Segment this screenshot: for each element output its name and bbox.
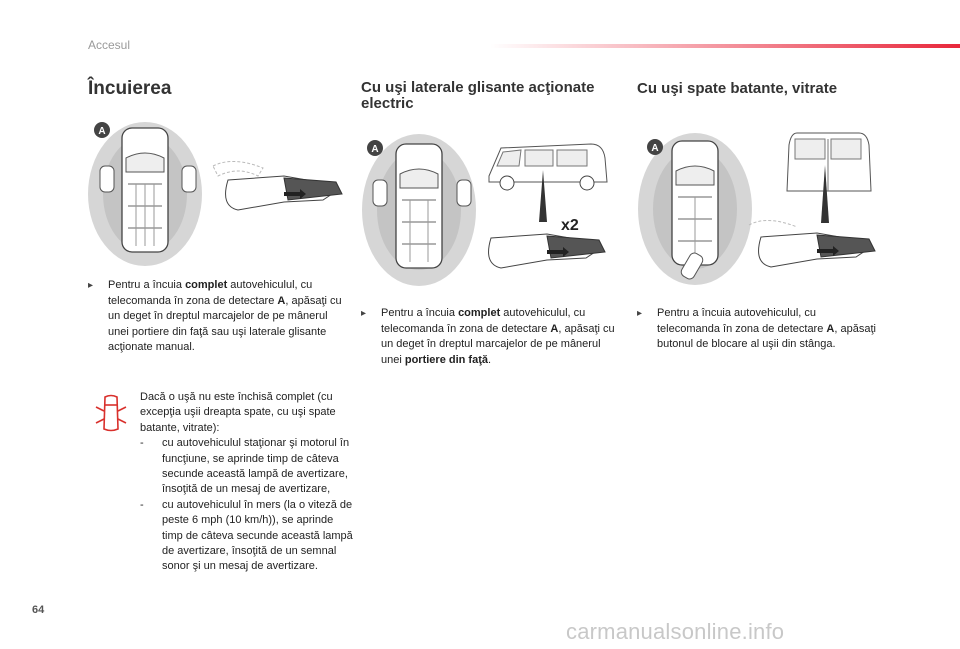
bullet-arrow-icon: ▸ (88, 280, 94, 291)
van-top-view-icon (122, 128, 168, 252)
van-side-view-icon (489, 144, 607, 222)
header-accent-bar (490, 44, 960, 48)
hand-on-handle-icon (213, 161, 342, 210)
warning-item: - cu autovehiculul în mers (la o viteză de peste 6 mph (10 km/h)), se aprinde timp de câteva secunde această lampă de avertizare, însoţită de un semnal sonor şi un mesaj de avertizare. (140, 498, 353, 573)
warning-note (140, 390, 355, 575)
zone-badge: A (371, 144, 379, 155)
instruction-locking: ▸ Pentru a încuia complet autovehiculul, cu telecomanda în zona de detectare A, apăsaţi cu un deget în dreptul marcajelor de pe mânerul unei portiere din faţă sau uşi laterale glisante acţionate manual. (88, 279, 342, 353)
van-top-view-icon (672, 141, 718, 265)
key-fob-left-icon (100, 166, 114, 192)
electric-sliding-illustration (361, 130, 626, 288)
hand-on-handle-icon (489, 234, 605, 268)
key-fob-right-icon (182, 166, 196, 192)
title-locking: Încuierea (88, 78, 172, 99)
rear-doors-illustration (637, 125, 892, 287)
section-label: Accesul (88, 38, 131, 52)
van-rear-view-icon (787, 133, 871, 223)
bullet-arrow-icon: ▸ (637, 308, 643, 319)
title-rear-hinged-doors: Cu uşi spate batante, vitrate (637, 80, 838, 97)
instruction-rear-doors: ▸ Pentru a încuia autovehiculul, cu telecomanda în zona de detectare A, apăsaţi butonul de blocare al uşii din stânga. (637, 307, 876, 350)
warning-intro: Dacă o uşă nu este închisă complet (cu excepţia uşii dreapta spate, cu uşi spate batante, vitrate): (140, 391, 336, 434)
van-top-view-icon (396, 144, 442, 268)
door-open-warning-icon (94, 393, 128, 433)
instruction-electric-sliding: ▸ Pentru a încuia complet autovehiculul, cu telecomanda în zona de detectare A, apăsaţi cu un deget în dreptul marcajelor de pe mânerul unei portiere din faţă. (361, 307, 615, 366)
locking-illustration (88, 118, 353, 268)
page-number: 64 (32, 604, 45, 616)
warning-item: - cu autovehiculul staţionar şi motorul în funcţiune, se aprinde timp de câteva secunde această lampă de avertizare, însoţită de un mesaj de avertizare, (140, 437, 350, 496)
watermark: carmanualsonline.info (566, 619, 785, 644)
press-count: x2 (561, 217, 579, 234)
zone-badge: A (98, 126, 106, 137)
zone-badge: A (651, 143, 659, 154)
hand-on-handle-icon (749, 220, 875, 267)
bullet-arrow-icon: ▸ (361, 308, 367, 319)
key-fob-right-icon (457, 180, 471, 206)
key-fob-left-icon (373, 180, 387, 206)
title-electric-sliding-doors: Cu uşi laterale glisante acţionate electric (361, 79, 595, 112)
